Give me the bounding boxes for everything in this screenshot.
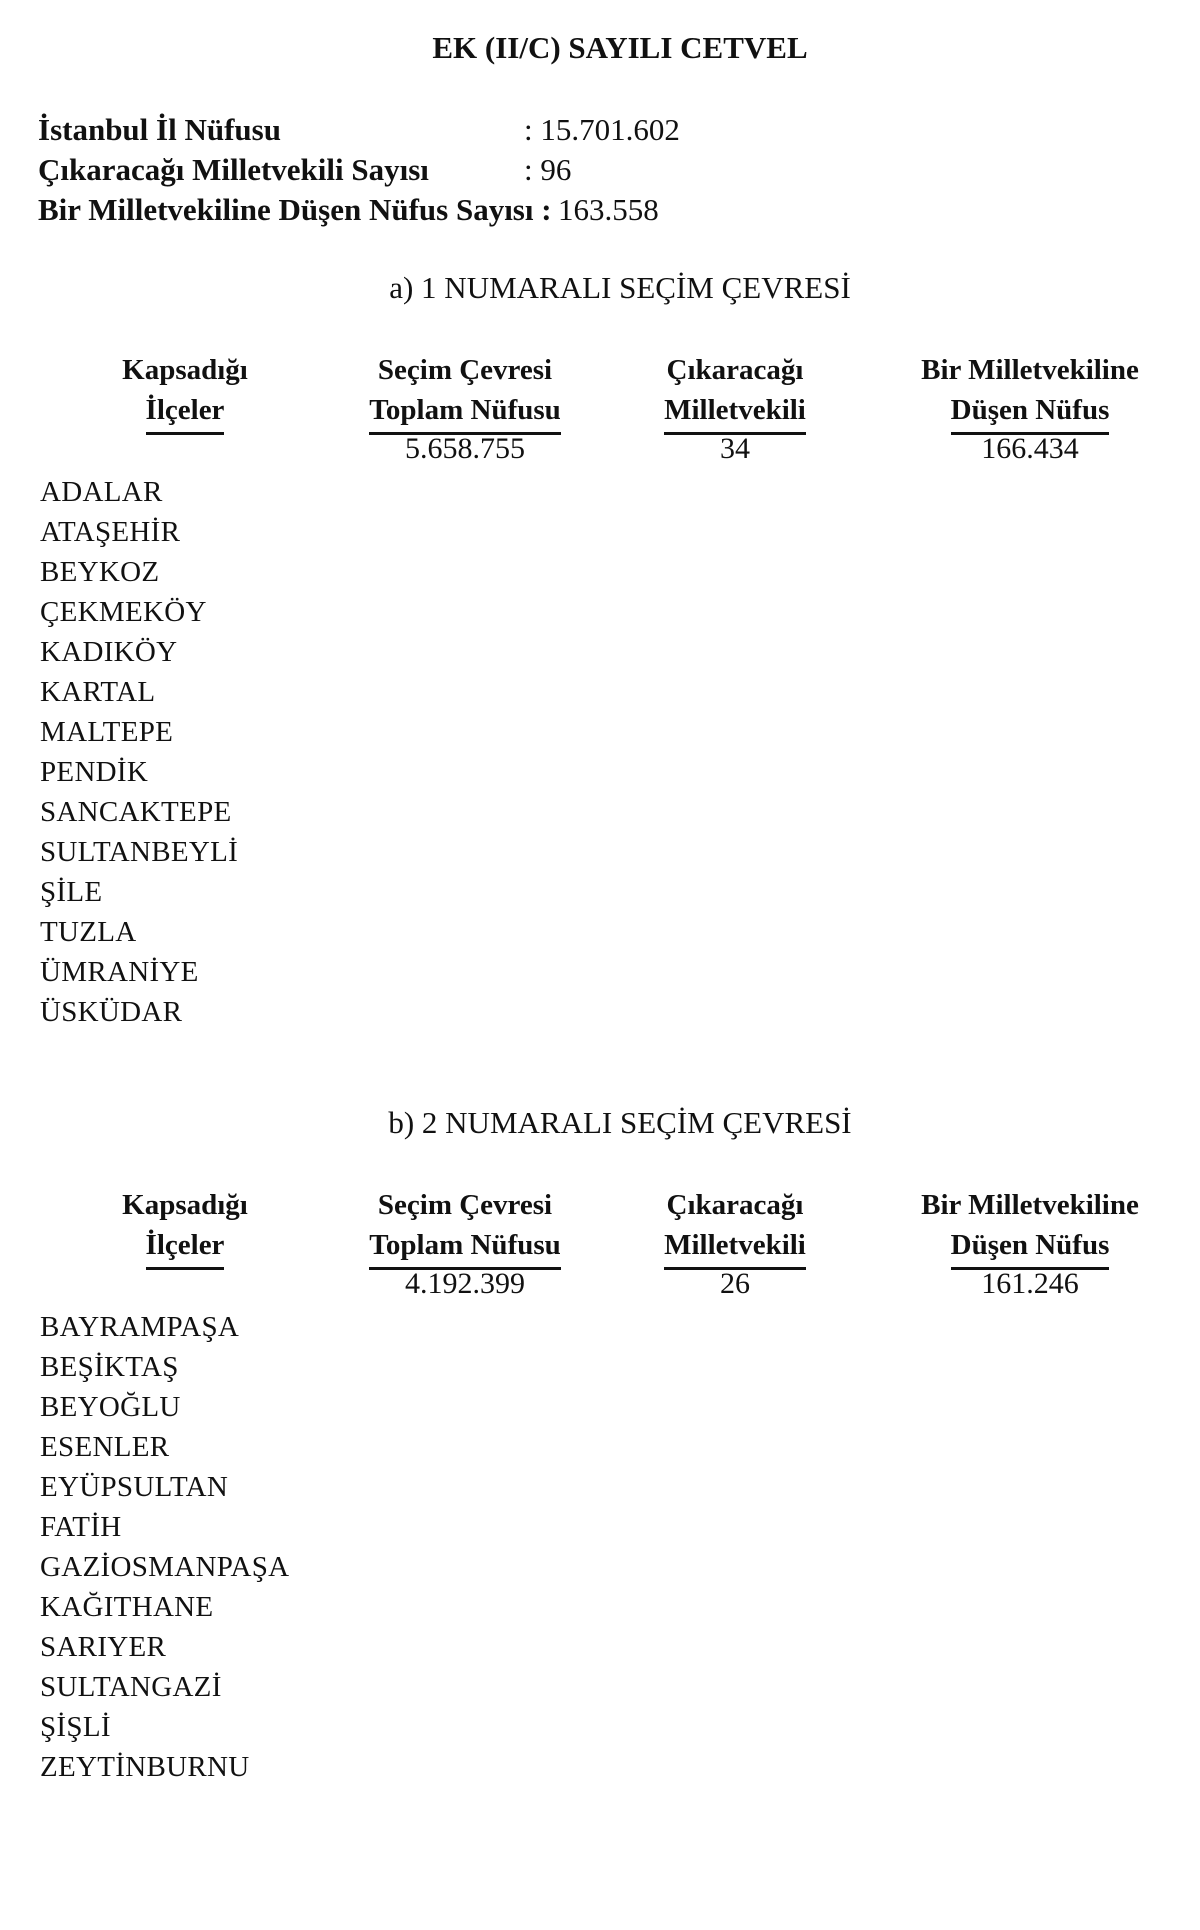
section-b-district: ZEYTİNBURNU [40,1751,250,1783]
summary-label-deputies: Çıkaracağı Milletvekili Sayısı [38,152,429,187]
section-b-total-population: 4.192.399 [405,1267,525,1300]
section-b-district: GAZİOSMANPAŞA [40,1551,290,1583]
section-b-col3-line2: Milletvekili [664,1225,806,1270]
section-a-district: ADALAR [40,476,163,508]
section-a-col1-line2: İlçeler [146,390,225,435]
section-a-col4-line2: Düşen Nüfus [951,390,1110,435]
section-b-district: SARIYER [40,1631,167,1663]
section-a-district: KARTAL [40,676,156,708]
section-b-col4-line1: Bir Milletvekiline [921,1189,1139,1221]
section-b-district: SULTANGAZİ [40,1671,222,1703]
section-b-col1-line1: Kapsadığı [122,1189,248,1221]
section-a-col1-header [80,350,290,435]
summary-label-per-deputy: Bir Milletvekiline Düşen Nüfus Sayısı : [38,192,552,227]
section-b-district: BEŞİKTAŞ [40,1351,179,1383]
section-b-col1-line2: İlçeler [146,1225,225,1270]
section-a-col2-header [340,350,590,435]
section-a-district: ÇEKMEKÖY [40,596,207,628]
section-a-district: ATAŞEHİR [40,516,181,548]
section-b-col4-line2: Düşen Nüfus [951,1225,1110,1270]
section-a-district: ŞİLE [40,876,103,908]
section-a-col1-line1: Kapsadığı [122,354,248,386]
section-a-district: SULTANBEYLİ [40,836,239,868]
section-a-col4-line1: Bir Milletvekiline [921,354,1139,386]
section-a-deputies: 34 [720,432,750,465]
section-a-col3-line1: Çıkaracağı [666,354,804,386]
section-a-col3-header [630,350,840,435]
section-a-col4-header [895,350,1165,435]
section-a-title: a) 1 NUMARALI SEÇİM ÇEVRESİ [389,270,851,305]
section-b-district: KAĞITHANE [40,1591,214,1623]
section-b-col3-line1: Çıkaracağı [666,1189,804,1221]
section-b-title: b) 2 NUMARALI SEÇİM ÇEVRESİ [388,1105,852,1140]
section-b-deputies: 26 [720,1267,750,1300]
section-b-per-deputy: 161.246 [981,1267,1079,1300]
section-b-district: BAYRAMPAŞA [40,1311,240,1343]
section-a-district: SANCAKTEPE [40,796,232,828]
section-b-district: FATİH [40,1511,122,1543]
section-a-per-deputy: 166.434 [981,432,1079,465]
section-a-district: MALTEPE [40,716,174,748]
section-a-col2-line1: Seçim Çevresi [377,354,553,386]
section-a-col3-line2: Milletvekili [664,390,806,435]
section-b-col2-header [340,1185,590,1270]
summary-label-population: İstanbul İl Nüfusu [38,112,281,147]
section-b-district: ESENLER [40,1431,170,1463]
section-a-district: ÜMRANİYE [40,956,199,988]
section-a-total-population: 5.658.755 [405,432,525,465]
section-b-district: BEYOĞLU [40,1391,181,1423]
section-b-col4-header [895,1185,1165,1270]
section-a-district: PENDİK [40,756,149,788]
section-a-district: TUZLA [40,916,137,948]
section-a-district: ÜSKÜDAR [40,996,183,1028]
section-b-col1-header [80,1185,290,1270]
section-b-col2-line1: Seçim Çevresi [377,1189,553,1221]
section-a-col2-line2: Toplam Nüfusu [369,390,561,435]
section-b-col3-header [630,1185,840,1270]
summary-value-deputies: : 96 [524,152,572,187]
document-title: EK (II/C) SAYILI CETVEL [432,30,808,65]
section-b-district: EYÜPSULTAN [40,1471,229,1503]
section-a-district: KADIKÖY [40,636,178,668]
summary-value-population: : 15.701.602 [524,112,680,147]
section-b-district: ŞİŞLİ [40,1711,111,1743]
section-a-district: BEYKOZ [40,556,160,588]
section-b-col2-line2: Toplam Nüfusu [369,1225,561,1270]
summary-value-per-deputy: 163.558 [558,192,659,227]
